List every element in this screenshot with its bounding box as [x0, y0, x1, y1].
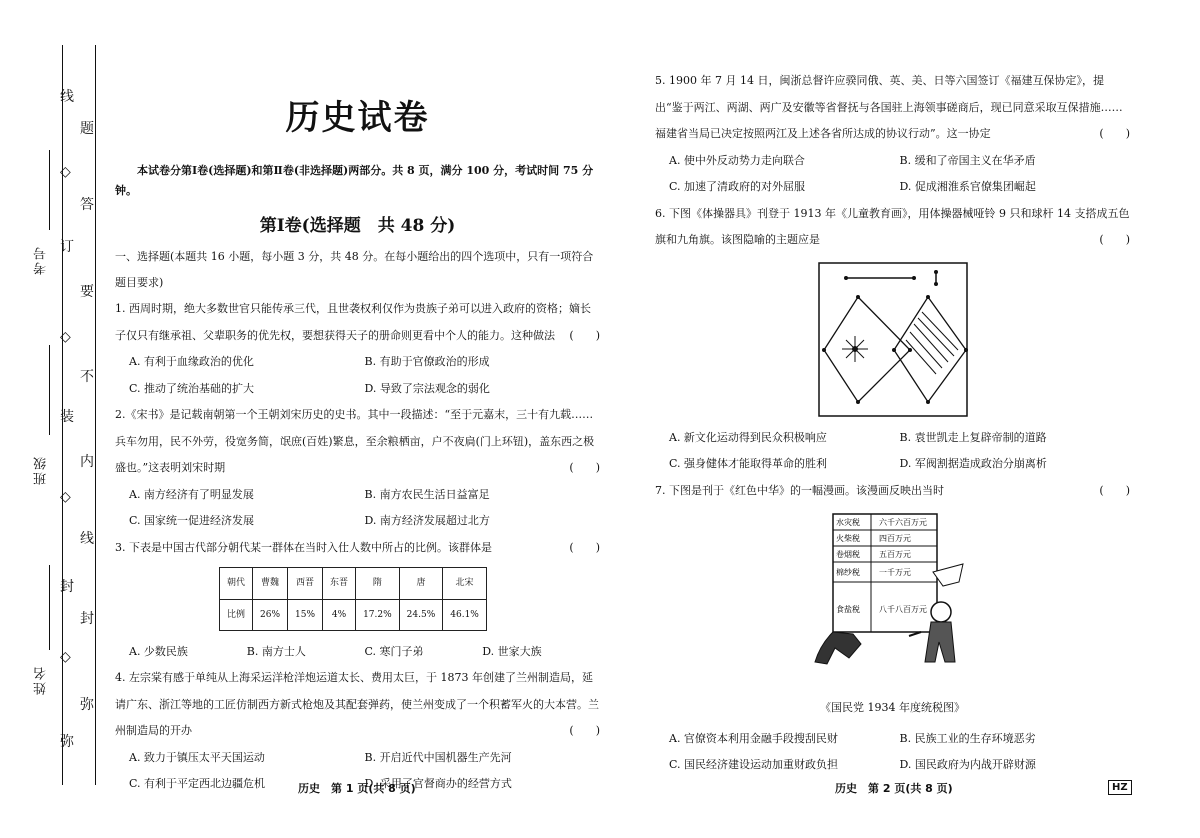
left-page: [115, 60, 600, 798]
section-instruction: 一、选择题(本题共 16 小题，每小题 3 分，共 48 分。在每小题给出的四个选项中，只有一项符合题目要求): [115, 250, 594, 289]
tax-cartoon-figure: [813, 512, 973, 687]
table-cell: 隋: [356, 568, 400, 600]
option-a[interactable]: A. 致力于镇压太平天国运动: [129, 750, 265, 764]
option-d[interactable]: D. 导致了宗法观念的弱化: [364, 381, 490, 395]
table-cell: 比例: [220, 599, 253, 631]
paper-code-badge: HZ: [1108, 780, 1132, 795]
question-7: [655, 478, 1130, 779]
binding-char: 订: [60, 239, 74, 255]
question-stem: 5. 1900 年 7 月 14 日，闽浙总督许应骙同俄、英、美、日等六国签订《福建互保协定》，提出“鉴于两江、两湖、两广及安徽等省督抚与各国驻上海领事磋商后，现已同意采取互保措施……福建省当局已决定按照两江及上述各省所达成的协议行动”。这一协定: [655, 74, 1123, 140]
option-c[interactable]: C. 国家统一促进经济发展: [129, 514, 255, 527]
option-d[interactable]: D. 南方经济发展超过北方: [364, 514, 490, 527]
exam-no-label: 考号: [34, 245, 49, 275]
table-cell: 26%: [253, 599, 288, 631]
section-title: 第Ⅰ卷(选择题 共 48 分): [259, 216, 456, 236]
table-cell: 17.2%: [356, 599, 400, 631]
binding-char: ◇: [60, 164, 71, 180]
table-cell: 4%: [323, 599, 356, 631]
question-3: [115, 535, 600, 666]
question-5: [655, 68, 1130, 201]
option-c[interactable]: C. 寒门子弟: [364, 645, 424, 658]
question-stem: 7. 下图是刊于《红色中华》的一幅漫画。该漫画反映出当时: [655, 483, 944, 497]
option-c[interactable]: C. 强身健体才能取得革命的胜利: [669, 457, 828, 470]
page-footer-left: 历史 第 1 页(共 8 页): [298, 782, 416, 795]
binding-char: ◇: [60, 649, 71, 665]
cartoon-label: 火柴税: [835, 534, 860, 543]
table-cell: 唐: [399, 568, 443, 600]
table-cell: 24.5%: [399, 599, 443, 631]
binding-char: 弥: [60, 734, 74, 750]
option-b[interactable]: B. 南方士人: [246, 645, 306, 658]
option-c[interactable]: C. 推动了统治基础的扩大: [129, 381, 255, 395]
option-a[interactable]: A. 官僚资本利用金融手段搜刮民财: [669, 731, 838, 745]
option-c[interactable]: C. 有利于平定西北边疆危机: [129, 777, 266, 790]
cartoon-value: 一千万元: [878, 568, 911, 577]
question-2: [115, 402, 600, 535]
option-c[interactable]: C. 国民经济建设运动加重财政负担: [669, 758, 839, 771]
question-stem: 2.《宋书》是记载南朝第一个王朝刘宋历史的史书。其中一段描述：“至于元嘉末，三十有九载……兵车勿用，民不外劳，役宽务简，氓庶(百姓)繁息，至余粮栖亩，户不夜扃(门上环钮)，盖东西之极盛也。”这表明刘宋时期: [115, 408, 595, 474]
option-a[interactable]: A. 少数民族: [129, 645, 188, 658]
binding-char: 不: [80, 369, 94, 385]
question-4: [115, 665, 600, 798]
option-c[interactable]: C. 加速了清政府的对外屈服: [669, 180, 806, 193]
option-d[interactable]: D. 国民政府为内战开辟财源: [899, 758, 1036, 771]
cartoon-label: 卷烟税: [835, 550, 860, 559]
binding-char: 答: [80, 197, 94, 213]
table-cell: 曹魏: [253, 568, 288, 600]
binding-line-outer: [95, 45, 96, 785]
binding-char: ◇: [60, 329, 71, 345]
class-label: 班级: [34, 455, 49, 485]
binding-char: 封: [80, 611, 94, 627]
cartoon-value: 五百万元: [878, 550, 911, 559]
option-b[interactable]: B. 缓和了帝国主义在华矛盾: [899, 153, 1036, 167]
option-a[interactable]: A. 使中外反动势力走向联合: [669, 153, 805, 167]
table-header-row: [220, 568, 487, 600]
name-label: 姓名: [34, 665, 49, 695]
ratio-table: [219, 567, 487, 631]
exam-no-fill-line[interactable]: [49, 150, 50, 230]
option-b[interactable]: B. 民族工业的生存环境恶劣: [899, 731, 1036, 745]
table-cell: 西晋: [288, 568, 323, 600]
binding-strip: [0, 0, 100, 838]
binding-char: 内: [80, 454, 94, 470]
cartoon-label: 棉纱税: [835, 568, 860, 577]
option-b[interactable]: B. 有助于官僚政治的形成: [364, 355, 490, 368]
option-b[interactable]: B. 南方农民生活日益富足: [364, 487, 490, 501]
answer-bracket[interactable]: ( ): [1099, 127, 1130, 140]
binding-char: 装: [60, 409, 74, 425]
option-d[interactable]: D. 采用了官督商办的经营方式: [364, 777, 512, 790]
question-stem: 1. 西周时期，绝大多数世官只能传承三代，且世袭权利仅作为贵族子弟可以进入政府的资格；嫡长子仅只有继承祖、父辈职务的优先权，要想获得天子的册命则更看中个人的能力。这种做法: [115, 302, 591, 342]
binding-char: ◇: [60, 489, 71, 505]
cartoon-caption: 《国民党 1934 年度统税图》: [820, 701, 965, 714]
page-title: 历史试卷: [285, 98, 430, 138]
cartoon-value: 八千八百万元: [878, 605, 927, 614]
class-fill-line[interactable]: [49, 345, 50, 435]
table-cell: 北宋: [443, 568, 487, 600]
option-b[interactable]: B. 袁世凯走上复辟帝制的道路: [899, 430, 1047, 444]
option-d[interactable]: D. 世家大族: [482, 645, 542, 658]
binding-char: 要: [80, 284, 94, 300]
question-stem: 6. 下图《体操器具》刊登于 1913 年《儿童教育画》，用体操器械哑铃 9 只和球杆 14 支搭成五色旗和九角旗。该图隐喻的主题应是: [655, 206, 1130, 246]
cartoon-label: 食盐税: [835, 605, 860, 614]
option-a[interactable]: A. 新文化运动得到民众积极响应: [669, 430, 827, 444]
option-a[interactable]: A. 有利于血缘政治的优化: [129, 355, 254, 368]
right-page: [655, 68, 1130, 779]
binding-char: 线: [60, 89, 74, 105]
option-d[interactable]: D. 促成湘淮系官僚集团崛起: [899, 180, 1036, 193]
table-cell: 东晋: [323, 568, 356, 600]
exam-intro: 本试卷分第Ⅰ卷(选择题)和第Ⅱ卷(非选择题)两部分。共 8 页，满分 100 分，考试时间 75 分钟。: [115, 164, 594, 197]
table-row: [220, 599, 487, 631]
answer-bracket[interactable]: ( ): [569, 540, 600, 554]
option-d[interactable]: D. 军阀割据造成政治分崩离析: [899, 457, 1047, 470]
answer-bracket[interactable]: ( ): [1099, 233, 1130, 246]
name-fill-line[interactable]: [49, 565, 50, 650]
question-1: [115, 296, 600, 402]
table-cell: 15%: [288, 599, 323, 631]
table-cell: 46.1%: [443, 599, 487, 631]
option-a[interactable]: A. 南方经济有了明显发展: [129, 487, 254, 501]
question-6: [655, 201, 1130, 478]
binding-char: 封: [60, 579, 74, 595]
option-b[interactable]: B. 开启近代中国机器生产先河: [364, 750, 512, 764]
page-footer-right: 历史 第 2 页(共 8 页): [835, 782, 953, 795]
gymnastics-flags-figure: [818, 262, 968, 417]
binding-char: 弥: [80, 697, 94, 713]
answer-bracket[interactable]: ( ): [569, 724, 600, 737]
answer-bracket[interactable]: ( ): [569, 328, 600, 342]
binding-char: 线: [80, 531, 94, 547]
table-cell: 朝代: [220, 568, 253, 600]
cartoon-value: 四百万元: [878, 534, 911, 543]
cartoon-value: 六千六百万元: [878, 518, 927, 527]
cartoon-label: 水灾税: [835, 518, 860, 527]
answer-bracket[interactable]: ( ): [1099, 483, 1130, 497]
answer-bracket[interactable]: ( ): [569, 461, 600, 474]
binding-char: 题: [80, 121, 94, 137]
question-stem: 4. 左宗棠有感于单纯从上海采运洋枪洋炮运道太长、费用太巨，于 1873 年创建了兰州制造局，延请广东、浙江等地的工匠仿制西方新式枪炮及其配套弹药，使兰州变成了一个积蓄军火的大本营。兰州制造局的开办: [115, 671, 599, 737]
question-stem: 3. 下表是中国古代部分朝代某一群体在当时入仕人数中所占的比例。该群体是: [115, 540, 492, 554]
